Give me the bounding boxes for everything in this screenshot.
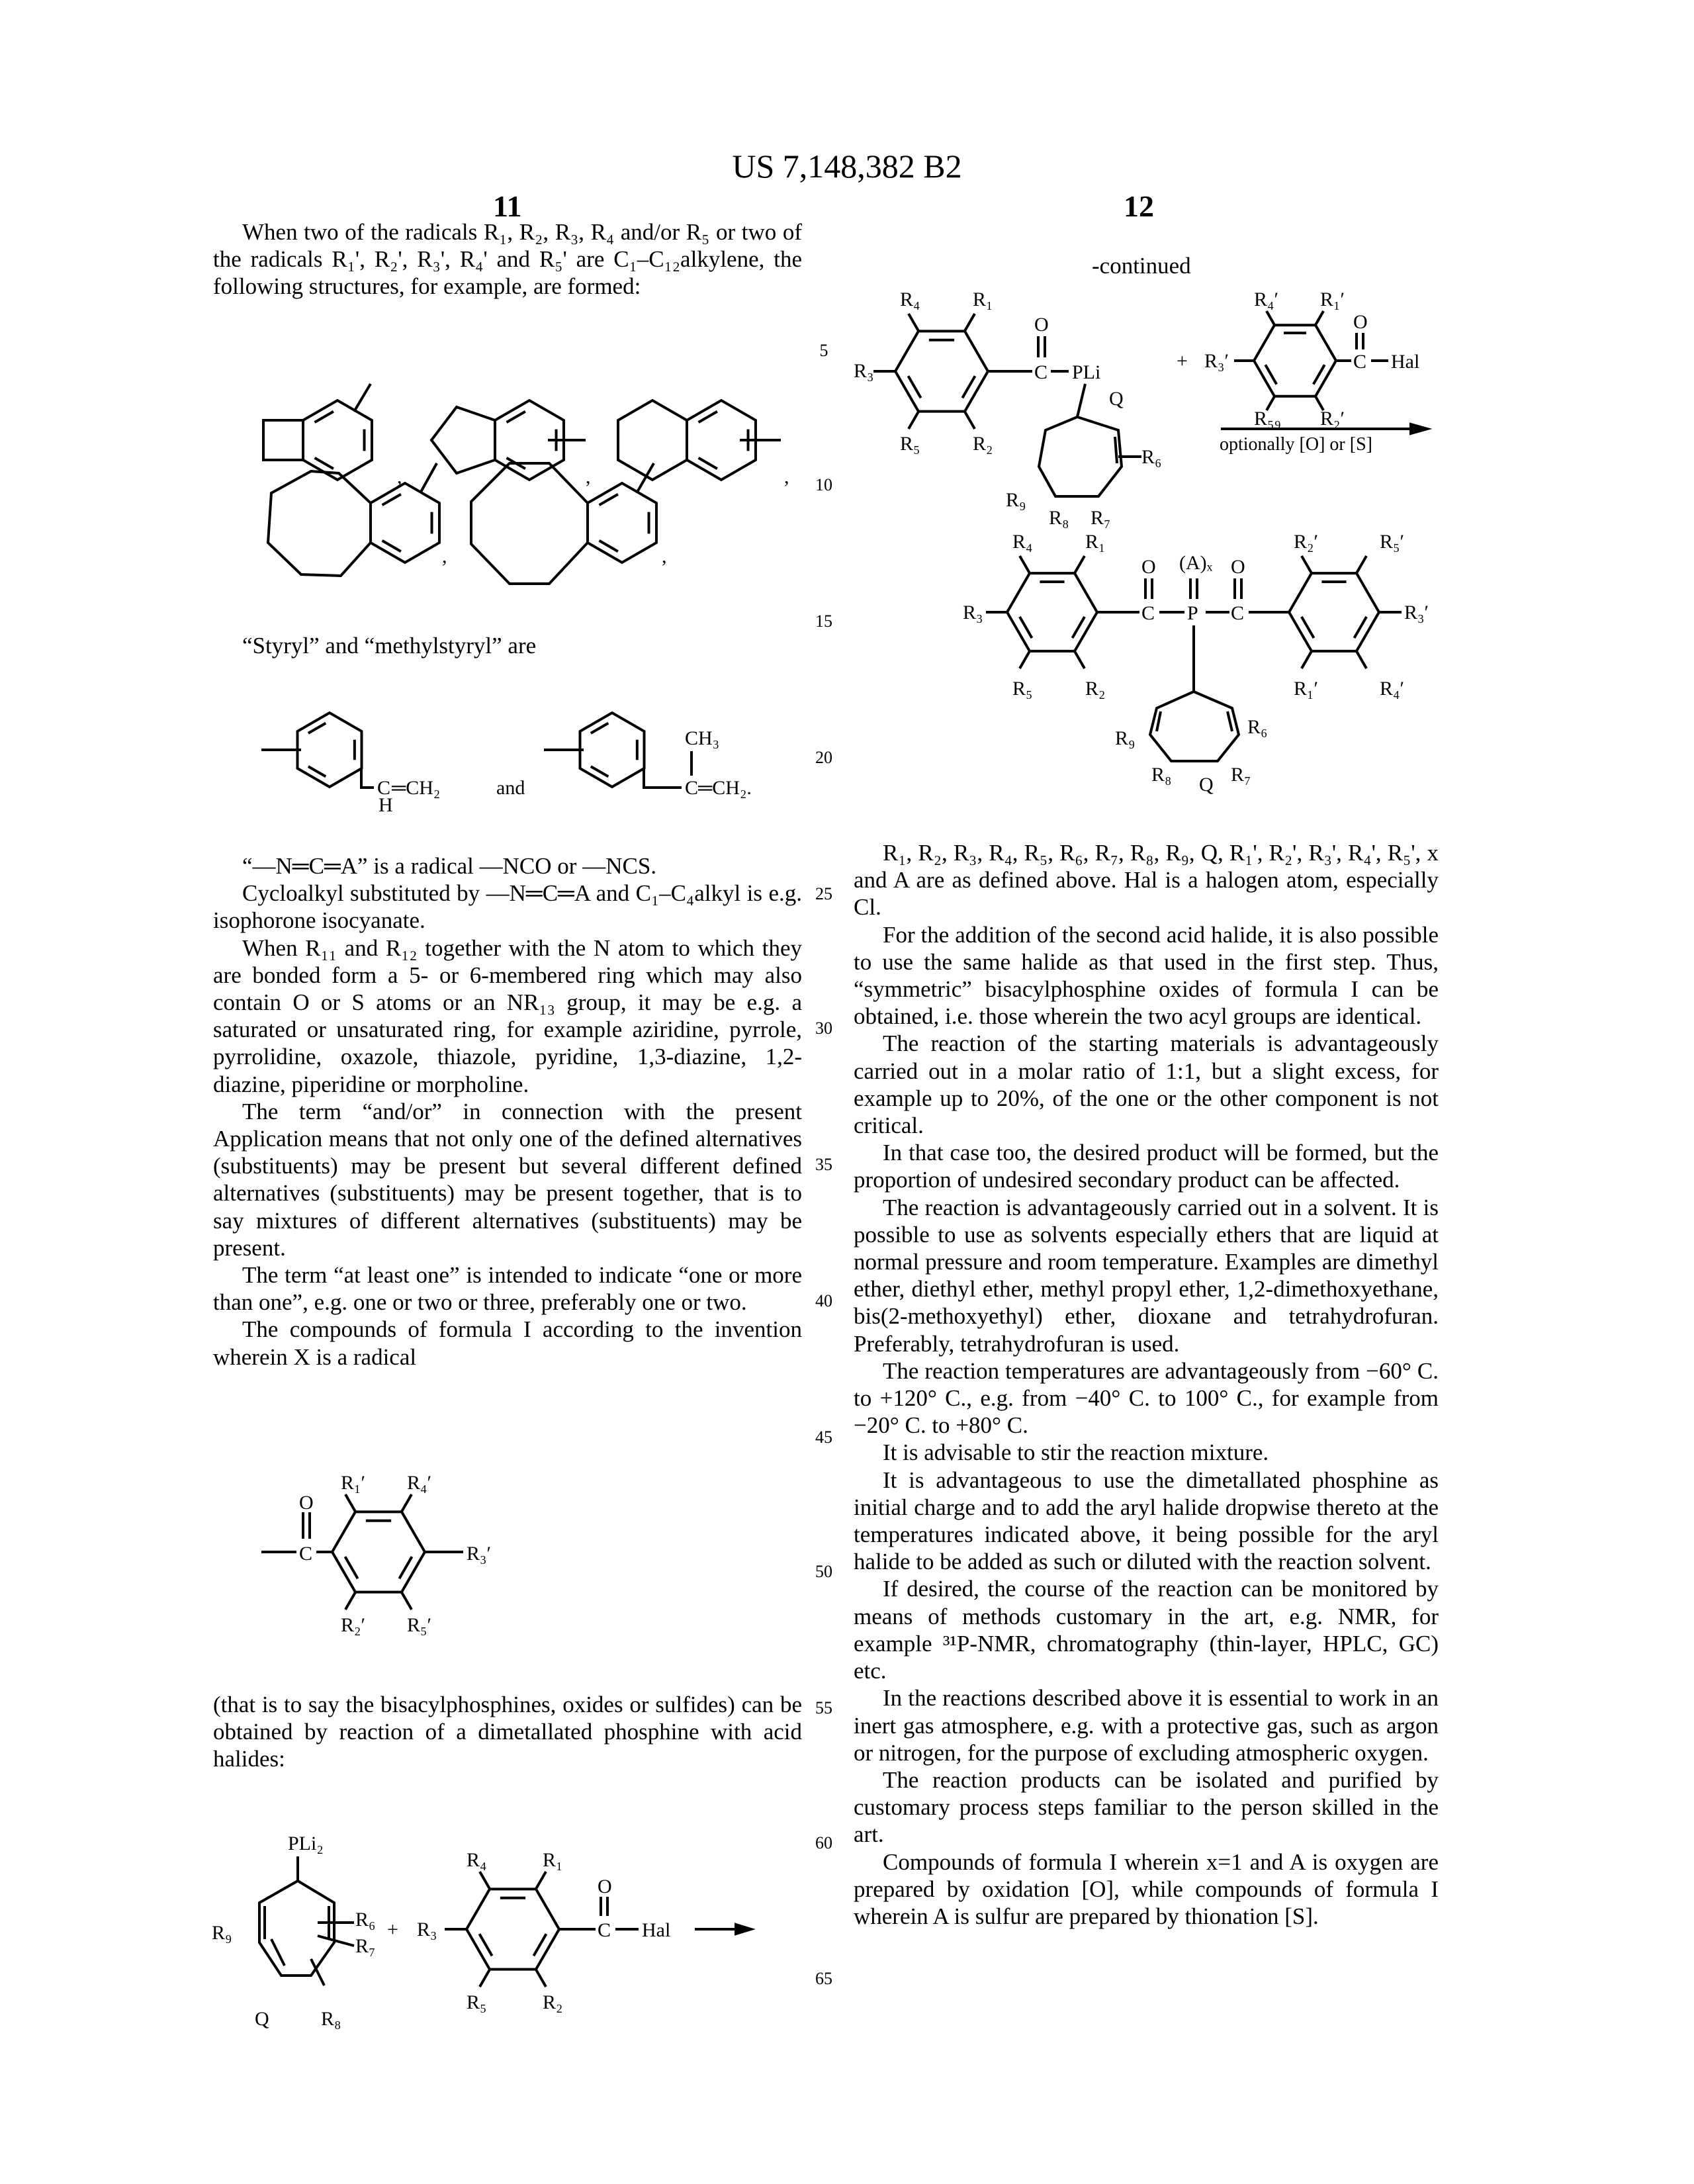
benzene-ring: [467, 1889, 559, 1969]
bond: [1157, 711, 1161, 731]
paragraph: “Styryl” and “methylstyryl” are: [213, 632, 802, 659]
label: R₅: [900, 433, 920, 455]
bond: [1020, 556, 1030, 573]
paragraph: “—N═C═A” is a radical —NCO or —NCS.: [213, 852, 802, 880]
label: PLi₂: [288, 1833, 324, 1854]
label: R₈: [1049, 507, 1069, 529]
label: R₄′: [407, 1472, 431, 1494]
reaction-scheme-step-1: [212, 1833, 751, 2030]
label: R₉: [212, 1922, 232, 1944]
comma: ,: [397, 466, 402, 488]
bond: [909, 314, 918, 331]
reaction-condition: optionally [O] or [S]: [1220, 434, 1372, 455]
label: ═CH₂: [391, 777, 440, 799]
label: R₄′: [1254, 289, 1278, 310]
paragraph: The reaction is advantageously carried out in a solvent. It is possible to use as solvents especially ethers that are liquid at normal pressure and room temperature. Examples are dimethyl ether, diethyl ether, methyl propyl ether, 1,2-dimethoxyethane, bis(2-methoxyethyl) ether, dioxane and tetrahydrofuran. Preferably, tetrahydrofuran is used.: [854, 1194, 1439, 1357]
label: R₁: [973, 289, 993, 310]
label: R₁′: [341, 1472, 365, 1494]
label: CH₃: [685, 727, 719, 749]
label: C: [598, 1919, 611, 1941]
label: and: [496, 777, 525, 799]
bond: [536, 1872, 546, 1889]
paragraph: When R₁₁ and R₁₂ together with the N atom to which they are bonded form a 5- or 6-membered ring which may also contain O or S atoms or an NR₁₃ group, it may be e.g. a saturated or unsaturated ring, for example aziridine, pyrrole, pyrrolidine, oxazole, thiazole, pyridine, 1,3-diazine, 1,2-diazine, piperidine or morpholine.: [213, 934, 802, 1098]
bond: [318, 1936, 354, 1946]
paragraph: The reaction products can be isolated and purified by customary process steps familiar to the person skilled in the art.: [854, 1766, 1439, 1848]
bond: [1075, 556, 1085, 573]
bond: [361, 768, 374, 788]
label: R₃′: [467, 1543, 491, 1565]
bond: [480, 1970, 490, 1987]
label: Q: [255, 2008, 269, 2030]
label: C═CH₂.: [685, 777, 752, 799]
label: C: [1231, 602, 1244, 624]
paragraph: The reaction of the starting materials is advantageously carried out in a molar ratio of 1:1, but a slight excess, for example up to 20%, of the one or the other component is not critical.: [854, 1030, 1439, 1139]
patent-number: US 7,148,382 B2: [0, 147, 1694, 185]
benzene-ring: [1007, 573, 1097, 651]
line-number: 50: [804, 1562, 844, 1582]
label: R₂: [973, 433, 993, 455]
paragraph: The reaction temperatures are advantageously from −60° C. to +120° C., e.g. from −40° C. to 100° C., for example from −20° C. to +80° C.: [854, 1357, 1439, 1439]
paragraph: In that case too, the desired product will be formed, but the proportion of undesired secondary product can be affected.: [854, 1139, 1439, 1193]
paragraph: It is advantageous to use the dimetallated phosphine as initial charge and to add the aryl halide dropwise thereto at the temperatures indicated above, it being possible for the aryl halide to be added as such or diluted with the reaction solvent.: [854, 1467, 1439, 1576]
label: R₃: [854, 360, 873, 382]
arrow-head: [736, 1925, 751, 1934]
benzene-ring: [371, 483, 439, 563]
line-number: 45: [804, 1428, 844, 1447]
line-number: 10: [804, 475, 844, 495]
comma: ,: [442, 545, 447, 567]
label: PLi: [1072, 361, 1100, 383]
label: R₁: [543, 1849, 562, 1871]
styryl-figure: [261, 713, 752, 816]
paragraph: The compounds of formula I according to the invention wherein X is a radical: [213, 1316, 802, 1370]
bond: [354, 384, 371, 412]
label: R₁: [1085, 531, 1105, 553]
paragraph: Cycloalkyl substituted by —N═C═A and C₁–C₄alkyl is e.g. isophorone isocyanate.: [213, 880, 802, 934]
label: R₆: [355, 1909, 375, 1931]
label: C: [299, 1543, 312, 1565]
bond: [1315, 311, 1323, 325]
line-number: 60: [804, 1833, 844, 1853]
label: H: [379, 794, 393, 816]
cyclopentane-ring: [431, 407, 495, 473]
comma: ,: [586, 466, 591, 488]
label: R₂: [543, 1991, 562, 2013]
bond: [402, 1494, 412, 1512]
label: C: [377, 777, 390, 799]
paragraph: If desired, the course of the reaction can be monitored by means of methods customary in the art, e.g. NMR, for example ³¹P-NMR, chromatography (thin-layer, HPLC, GC) etc.: [854, 1575, 1439, 1684]
bond: [345, 1592, 355, 1610]
label: R₃′: [1404, 602, 1429, 623]
bond: [402, 1592, 412, 1610]
label: R₆: [1141, 446, 1161, 468]
line-number: 40: [804, 1291, 844, 1311]
label: R₅′: [1380, 531, 1404, 553]
benzene-ring: [303, 400, 372, 480]
label: O: [1034, 314, 1049, 336]
benzene-ring: [588, 483, 656, 563]
bond: [1020, 651, 1030, 668]
benzene-ring: [1289, 573, 1379, 651]
label: R₉: [1006, 489, 1026, 511]
benzene-ring: [1254, 325, 1336, 396]
ring-q: [1039, 417, 1122, 496]
line-number: 35: [804, 1155, 844, 1175]
paragraph: (that is to say the bisacylphosphines, oxides or sulfides) can be obtained by reaction of a dimetallated phosphine with acid halides:: [213, 1691, 802, 1773]
line-number: 65: [804, 1969, 844, 1989]
label: Q: [1109, 388, 1124, 410]
reaction-scheme-step-2: [854, 289, 1427, 529]
label: R₅: [1012, 678, 1032, 700]
label: R₉: [1115, 727, 1135, 749]
label: R₈: [1151, 764, 1171, 786]
line-number: 25: [804, 884, 844, 904]
paragraph: When two of the radicals R₁, R₂, R₃, R₄ and/or R₅ or two of the radicals R₁', R₂', R₃', R₄' and R₅' are C₁–C₁₂alkylene, the following structures, for example, are formed:: [213, 218, 802, 300]
label: +: [387, 1919, 398, 1940]
label: R₄: [1012, 531, 1032, 553]
bond: [420, 463, 437, 493]
label: R₅₉: [1254, 408, 1281, 430]
label: C: [1034, 361, 1048, 383]
bond: [1075, 651, 1085, 668]
label: P: [1187, 602, 1198, 624]
bond: [1267, 311, 1274, 325]
label: Q: [1199, 774, 1214, 796]
bond: [345, 1494, 355, 1512]
label: R₄′: [1380, 678, 1404, 700]
label: R₂′: [1320, 408, 1345, 430]
label: R₅: [467, 1991, 486, 2013]
bond: [1357, 556, 1366, 573]
cycloheptane-ring: [268, 471, 371, 576]
paragraph: It is advisable to stir the reaction mixture.: [854, 1439, 1439, 1466]
label: O: [1141, 556, 1156, 578]
line-number: 30: [804, 1019, 844, 1038]
benzene-ring: [580, 713, 645, 787]
label: Hal: [1391, 351, 1419, 373]
bond: [1302, 556, 1312, 573]
bond: [480, 1872, 490, 1889]
label: R₁′: [1294, 678, 1318, 700]
bond: [909, 412, 918, 429]
label: O: [1353, 311, 1368, 333]
bond: [1115, 437, 1117, 463]
bond: [965, 314, 975, 331]
label: R₃: [963, 602, 983, 623]
label: O: [1231, 556, 1245, 578]
benzene-ring: [895, 331, 988, 411]
ring-q: [1150, 692, 1239, 761]
benzene-ring: [332, 1512, 425, 1592]
bond: [644, 768, 682, 788]
label: O: [299, 1492, 314, 1514]
page-number-left: 11: [493, 189, 521, 224]
cyclobutane-ring: [263, 420, 303, 460]
label: R₃′: [1204, 350, 1229, 372]
label: R₂′: [1294, 531, 1318, 553]
label: R₈: [321, 2008, 341, 2030]
label: R₅′: [407, 1614, 431, 1636]
label: (A)ₓ: [1179, 552, 1213, 574]
paragraph: The term “and/or” in connection with the present Application means that not only one of the defined alternatives (substituents) may be present but several different defined alternatives (substituents) may be present together, that is to say mixtures of different alternatives (substituents) may be present.: [213, 1098, 802, 1261]
bond: [536, 1970, 546, 1987]
label: R₆: [1247, 716, 1267, 738]
benzene-ring: [298, 713, 362, 787]
bond: [1357, 651, 1366, 668]
ring-q: [259, 1881, 334, 1976]
label: R₁′: [1320, 289, 1345, 310]
label: C: [1141, 602, 1155, 624]
paragraph: The term “at least one” is intended to indicate “one or more than one”, e.g. one or two or three, preferably one or two.: [213, 1261, 802, 1316]
continued-label: -continued: [1092, 253, 1191, 279]
label: Hal: [642, 1919, 670, 1941]
bond: [1227, 711, 1232, 731]
label: R₇: [1091, 507, 1110, 529]
paragraph: In the reactions described above it is essential to work in an inert gas atmosphere, e.g. with a protective gas, such as argon or nitrogen, for the purpose of excluding atmospheric oxygen.: [854, 1684, 1439, 1766]
alkylene-fused-rings-figure: [263, 384, 789, 584]
paragraph: Compounds of formula I wherein x=1 and A is oxygen are prepared by oxidation [O], while compounds of formula I wherein A is sulfur are prepared by thionation [S].: [854, 1848, 1439, 1931]
label: C: [1353, 351, 1366, 373]
label: O: [598, 1876, 612, 1897]
line-number: 5: [804, 341, 844, 361]
label: +: [1177, 350, 1188, 372]
comma: ,: [784, 466, 789, 488]
label: R₇: [1231, 764, 1251, 786]
page-number-right: 12: [1124, 189, 1154, 224]
line-number: 20: [804, 748, 844, 768]
label: R₄: [900, 289, 920, 310]
label: R₃: [417, 1919, 437, 1940]
product-structure: [963, 531, 1429, 796]
paragraph: R₁, R₂, R₃, R₄, R₅, R₆, R₇, R₈, R₉, Q, R₁', R₂', R₃', R₄', R₅', x and A are as defined above. Hal is a halogen atom, especially Cl.: [854, 839, 1439, 921]
label: R₂: [1085, 678, 1105, 700]
comma: ,: [662, 545, 667, 567]
bond: [965, 412, 975, 429]
bond: [1302, 651, 1312, 668]
paragraph: For the addition of the second acid halide, it is also possible to use the same halide as that used in the first step. Thus, “symmetric” bisacylphosphine oxides of formula I can be obtained, i.e. those wherein the two acyl groups are identical.: [854, 921, 1439, 1030]
acyl-radical-figure: [261, 1472, 491, 1636]
label: R₄: [467, 1849, 486, 1871]
chemical-structures: [0, 0, 1694, 2184]
arrow-head: [1411, 424, 1427, 433]
line-number: 15: [804, 612, 844, 631]
line-number: 55: [804, 1698, 844, 1718]
label: R₂′: [341, 1614, 365, 1636]
label: R₇: [355, 1935, 375, 1957]
bond: [1077, 384, 1085, 417]
